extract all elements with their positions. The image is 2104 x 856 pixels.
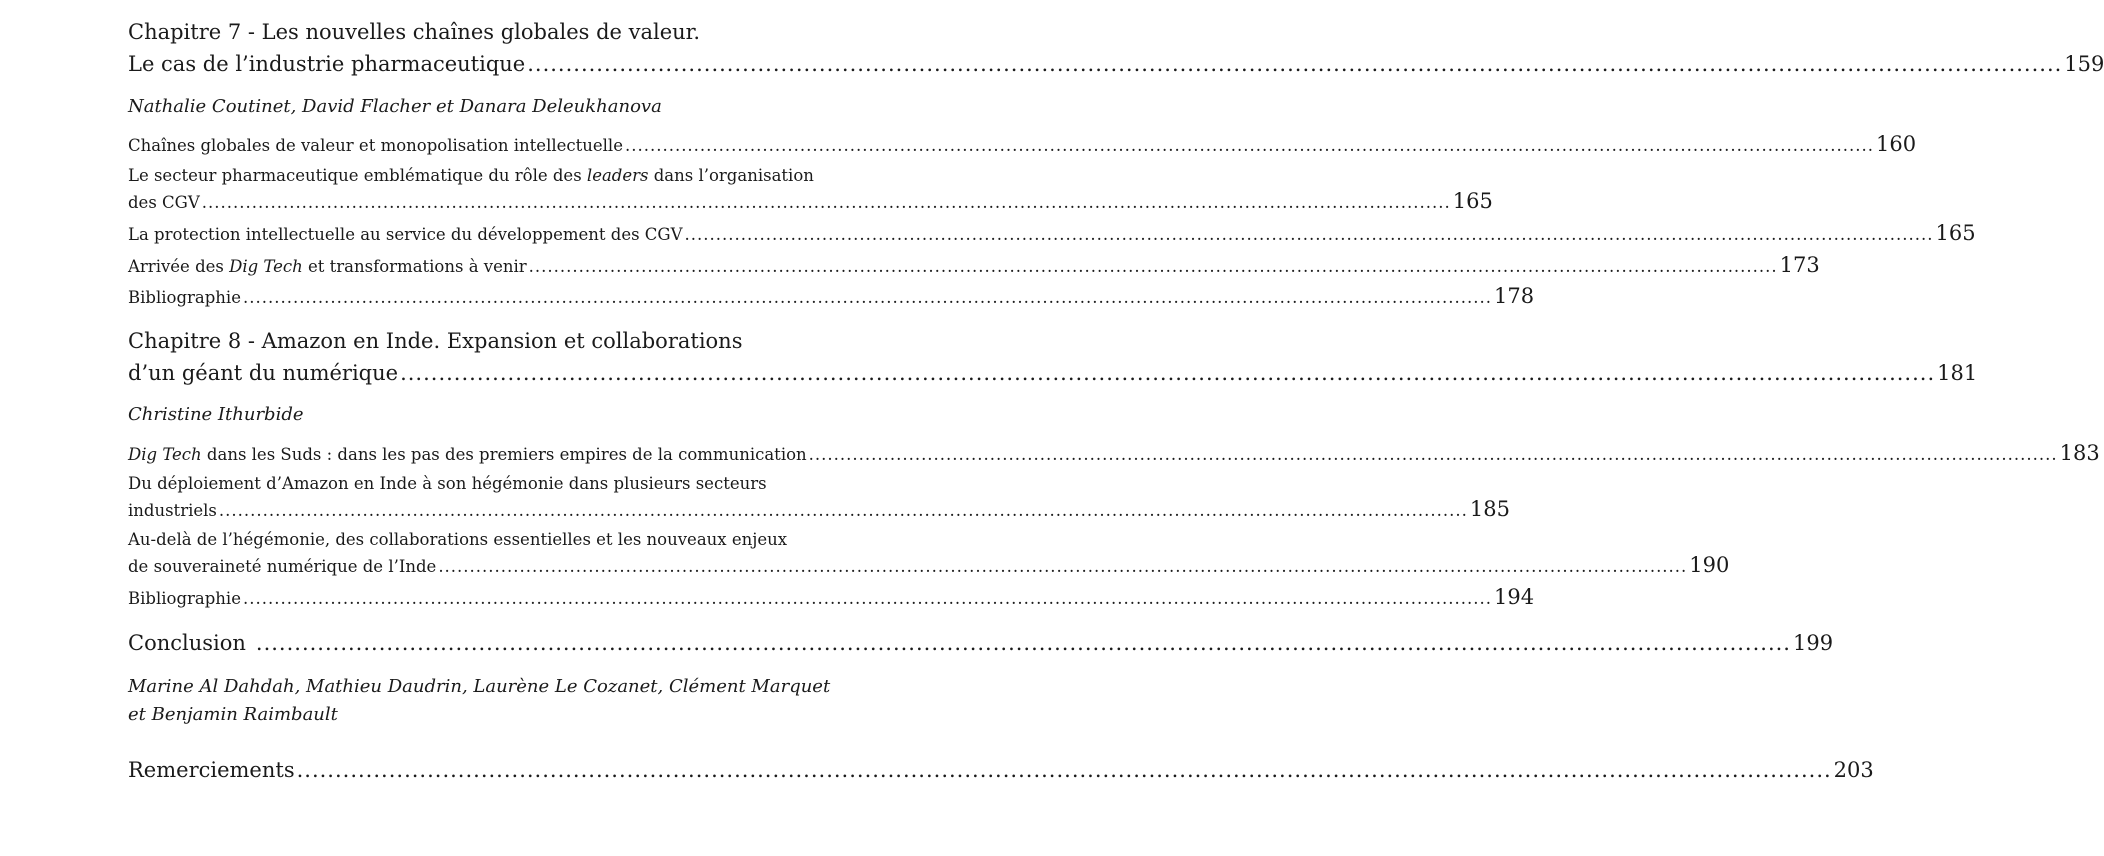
section-label: Bibliographie [128, 589, 241, 608]
toc-entry[interactable] [128, 221, 1976, 245]
emphasis-text: Dig Tech [229, 257, 303, 276]
toc-entry[interactable] [128, 585, 1535, 609]
toc-entry[interactable] [128, 253, 1820, 277]
section-label: Bibliographie [128, 288, 241, 307]
page-number: 183 [2059, 441, 2100, 465]
dot-leader: ........................................................................................................................................................................................................ [438, 557, 1688, 576]
section-label: Dig Tech dans les Suds : dans les pas des premiers empires de la communication [128, 445, 807, 464]
dot-leader: ........................................................................................................................................................................................................ [624, 136, 1874, 155]
page-number: 194 [1493, 585, 1535, 609]
dot-leader: ........................................................................................................................................................................................................ [242, 589, 1492, 608]
page-number: 159 [2064, 52, 2104, 76]
chapter-8-authors: Christine Ithurbide [128, 404, 304, 425]
dot-leader: ........................................................................................................................................................................................................ [255, 631, 1791, 655]
chapter-7-title-line1: Chapitre 7 - Les nouvelles chaînes globales de valeur. [128, 20, 701, 44]
dot-leader: ........................................................................................................................................................................................................ [808, 445, 2058, 464]
page-number: 165 [1452, 189, 1493, 213]
chapter-8-title-line1: Chapitre 8 - Amazon en Inde. Expansion et collaborations [128, 329, 743, 353]
chapter-7-authors: Nathalie Coutinet, David Flacher et Danara Deleukhanova [128, 96, 662, 117]
dot-leader: ........................................................................................................................................................................................................ [684, 225, 1934, 244]
remerciements-entry[interactable] [128, 758, 1874, 782]
section-label-line1: Du déploiement d’Amazon en Inde à son hégémonie dans plusieurs secteurs [128, 474, 767, 493]
emphasis-text: leaders [586, 166, 649, 185]
dot-leader: ........................................................................................................................................................................................................ [242, 288, 1492, 307]
section-label: industriels [128, 501, 217, 520]
section-label: Chaînes globales de valeur et monopolisation intellectuelle [128, 136, 623, 155]
conclusion-authors-line1: Marine Al Dahdah, Mathieu Daudrin, Laurène Le Cozanet, Clément Marquet [128, 676, 831, 697]
dot-leader: ........................................................................................................................................................................................................ [201, 193, 1451, 212]
section-label: La protection intellectuelle au service du développement des CGV [128, 225, 683, 244]
dot-leader: ........................................................................................................................................................................................................ [527, 52, 2063, 76]
section-label: des CGV [128, 193, 200, 212]
chapter-7-entry[interactable] [128, 52, 2104, 76]
chapter-8-title-line2: d’un géant du numérique [128, 361, 399, 385]
toc-entry[interactable] [128, 132, 1917, 156]
page-number: 178 [1493, 284, 1535, 308]
page-number: 173 [1779, 253, 1820, 277]
page-number: 160 [1875, 132, 1917, 156]
toc-entry[interactable] [128, 553, 1730, 577]
toc-entry[interactable] [128, 284, 1535, 308]
dot-leader: ........................................................................................................................................................................................................ [528, 257, 1778, 276]
conclusion-title: Conclusion [128, 631, 246, 655]
page-number: 185 [1469, 497, 1510, 521]
emphasis-text: Dig Tech [128, 445, 202, 464]
page-number: 181 [1937, 361, 1978, 385]
dot-leader: ........................................................................................................................................................................................................ [400, 361, 1936, 385]
section-label-line1: Le secteur pharmaceutique emblématique du rôle des leaders dans l’organisation [128, 166, 814, 185]
toc-entry[interactable] [128, 497, 1510, 521]
dot-leader: ........................................................................................................................................................................................................ [296, 758, 1832, 782]
remerciements-title: Remerciements [128, 758, 295, 782]
toc-entry[interactable] [128, 189, 1493, 213]
section-label-line1: Au-delà de l’hégémonie, des collaborations essentielles et les nouveaux enjeux [128, 530, 788, 549]
page-number: 199 [1792, 631, 1834, 655]
chapter-7-title-line2: Le cas de l’industrie pharmaceutique [128, 52, 526, 76]
dot-leader: ........................................................................................................................................................................................................ [218, 501, 1468, 520]
page-number: 190 [1689, 553, 1730, 577]
section-label: de souveraineté numérique de l’Inde [128, 557, 437, 576]
conclusion-authors-line2: et Benjamin Raimbault [128, 704, 338, 725]
chapter-8-entry[interactable] [128, 361, 1978, 385]
section-label: Arrivée des Dig Tech et transformations à venir [128, 257, 527, 276]
page-number: 165 [1935, 221, 1976, 245]
page-number: 203 [1833, 758, 1874, 782]
toc-entry[interactable] [128, 441, 2100, 465]
conclusion-entry[interactable] [128, 631, 1834, 655]
